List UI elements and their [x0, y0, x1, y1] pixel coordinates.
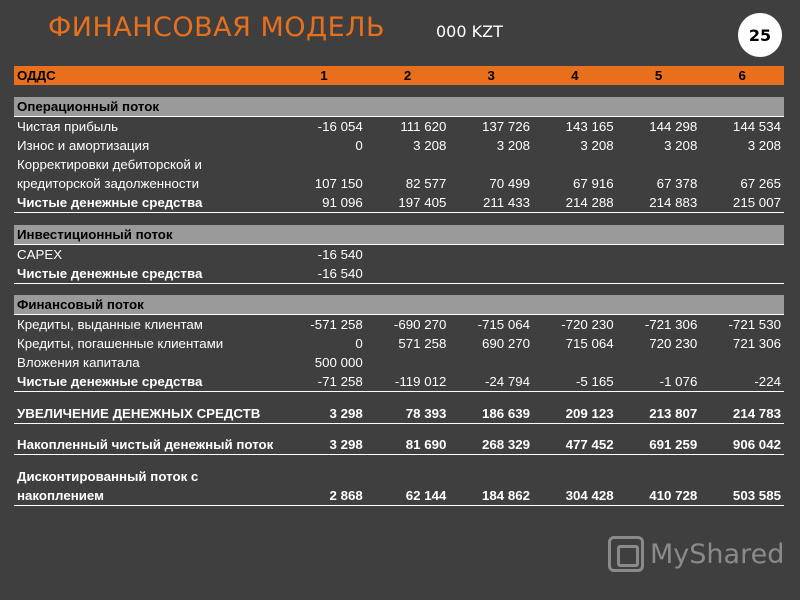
spacer-cell	[366, 423, 450, 435]
section-cell	[282, 225, 366, 245]
row-value: 3 208	[747, 138, 781, 153]
spacer-cell	[700, 213, 784, 225]
row-value: -1 076	[617, 372, 701, 392]
row-value: 304 428	[533, 467, 617, 506]
spacer-cell	[533, 85, 617, 97]
spacer-cell	[366, 85, 450, 97]
row-value: 571 258	[398, 336, 447, 351]
spacer-cell	[14, 213, 282, 225]
year-header: 5	[617, 66, 701, 85]
row-value: 81 690	[366, 435, 450, 455]
section-cell	[449, 295, 533, 315]
table-row	[14, 264, 784, 284]
row-label: Вложения капитала	[17, 355, 140, 370]
row-value: 3 208	[664, 138, 698, 153]
spacer-cell	[282, 283, 366, 295]
spacer-cell	[449, 392, 533, 404]
row-value: 67 265	[740, 176, 781, 191]
table-row	[14, 155, 784, 193]
row-value: 186 639	[449, 404, 533, 424]
year-header: 1	[282, 66, 366, 85]
row-value	[449, 264, 533, 284]
row-value: 3 298	[282, 404, 366, 424]
spacer-cell	[617, 213, 701, 225]
section-header-row	[14, 295, 784, 315]
spacer-cell	[14, 392, 282, 404]
row-label: Накопленный чистый денежный поток	[14, 435, 282, 455]
row-value: 715 064	[565, 336, 614, 351]
row-label: Износ и амортизация	[17, 138, 150, 153]
year-header: 4	[533, 66, 617, 85]
section-cell	[533, 295, 617, 315]
spacer-cell	[533, 423, 617, 435]
row-value: 477 452	[533, 435, 617, 455]
row-value: 214 288	[533, 193, 617, 213]
row-value	[533, 264, 617, 284]
row-value: 137 726	[481, 119, 531, 134]
spacer-cell	[14, 283, 282, 295]
units-label: 000 KZT	[436, 22, 503, 41]
row-value	[617, 264, 701, 284]
section-header-row	[14, 97, 784, 117]
row-value: 213 807	[617, 404, 701, 424]
row-value: 3 208	[580, 138, 614, 153]
section-cell	[700, 295, 784, 315]
row-value: -16 540	[282, 264, 366, 284]
row-label: Чистые денежные средства	[14, 264, 282, 284]
row-value: -16 054	[317, 119, 363, 134]
row-value: -24 794	[449, 372, 533, 392]
section-cell	[449, 97, 533, 117]
row-value: 0	[355, 336, 363, 351]
row-value: 268 329	[449, 435, 533, 455]
spacer-cell	[700, 423, 784, 435]
spacer-cell	[533, 283, 617, 295]
section-cell	[617, 295, 701, 315]
section-cell	[533, 225, 617, 245]
row-value: 410 728	[617, 467, 701, 506]
row-value: -721 306	[644, 317, 698, 332]
spacer-cell	[282, 392, 366, 404]
spacer-cell	[282, 213, 366, 225]
section-label: Финансовый поток	[14, 295, 282, 315]
row-value: 91 096	[282, 193, 366, 213]
page-title: ФИНАНСОВАЯ МОДЕЛЬ	[48, 12, 385, 43]
row-value: 78 393	[366, 404, 450, 424]
row-label: Кредиты, выданные клиентам	[17, 317, 203, 332]
row-value: 143 165	[565, 119, 614, 134]
row-value: 214 783	[700, 404, 784, 424]
row-value: 107 150	[314, 176, 363, 191]
row-value: 720 230	[649, 336, 698, 351]
table-row	[14, 193, 784, 213]
row-value: 0	[355, 138, 363, 153]
watermark-text: MyShared	[650, 538, 785, 570]
spacer-cell	[617, 423, 701, 435]
row-value: 3 298	[282, 435, 366, 455]
spacer-row	[14, 85, 784, 97]
row-value: 67 378	[656, 176, 698, 191]
spacer-row	[14, 455, 784, 467]
spacer-cell	[700, 85, 784, 97]
spacer-cell	[366, 283, 450, 295]
row-value: 906 042	[700, 435, 784, 455]
table-row	[14, 334, 784, 353]
spacer-cell	[533, 392, 617, 404]
row-value: 111 620	[400, 119, 447, 134]
spacer-cell	[282, 85, 366, 97]
row-value: 144 534	[732, 119, 781, 134]
row-value: 503 585	[700, 467, 784, 506]
row-label: УВЕЛИЧЕНИЕ ДЕНЕЖНЫХ СРЕДСТВ	[14, 404, 282, 424]
spacer-cell	[282, 423, 366, 435]
row-value	[700, 264, 784, 284]
row-label: Чистая прибыль	[17, 119, 119, 134]
row-value: 3 208	[496, 138, 531, 153]
section-cell	[282, 295, 366, 315]
row-value: -16 540	[317, 246, 363, 262]
section-cell	[617, 225, 701, 245]
row-value: -224	[700, 372, 784, 392]
table-row	[14, 353, 784, 372]
section-cell	[282, 97, 366, 117]
spacer-cell	[282, 455, 366, 467]
section-cell	[533, 97, 617, 117]
row-value: 214 883	[617, 193, 701, 213]
spacer-cell	[617, 392, 701, 404]
row-value: 144 298	[649, 119, 698, 134]
row-value: 215 007	[700, 193, 784, 213]
spacer-cell	[533, 213, 617, 225]
spacer-cell	[449, 423, 533, 435]
spacer-cell	[700, 283, 784, 295]
section-cell	[700, 225, 784, 245]
year-header: 2	[366, 66, 450, 85]
spacer-cell	[533, 455, 617, 467]
row-value: -690 270	[393, 317, 447, 332]
year-header: 6	[700, 66, 784, 85]
row-value	[449, 244, 533, 264]
row-value: -571 258	[310, 317, 363, 332]
row-label: Корректировки дебиторской и кредиторской задолженности	[17, 157, 202, 191]
row-label: Чистые денежные средства	[14, 193, 282, 213]
header-label: ОДДС	[14, 66, 282, 85]
spacer-cell	[14, 423, 282, 435]
row-value	[533, 244, 617, 264]
spacer-cell	[700, 455, 784, 467]
spacer-cell	[14, 85, 282, 97]
section-cell	[366, 97, 450, 117]
row-label: Кредиты, погашенные клиентами	[17, 336, 224, 351]
table-row	[14, 404, 784, 424]
spacer-cell	[617, 283, 701, 295]
row-value: -721 530	[728, 317, 781, 332]
spacer-row	[14, 423, 784, 435]
row-value: 721 306	[732, 336, 781, 351]
row-value	[617, 353, 701, 372]
section-label: Инвестиционный поток	[14, 225, 282, 245]
watermark-logo-icon	[608, 536, 644, 572]
row-value: 197 405	[366, 193, 450, 213]
row-value: 209 123	[533, 404, 617, 424]
spacer-cell	[366, 392, 450, 404]
row-value	[449, 353, 533, 372]
table-row	[14, 117, 784, 137]
row-value: 690 270	[481, 336, 531, 351]
row-value: 70 499	[489, 176, 531, 191]
row-value	[366, 244, 450, 264]
table-header-row	[14, 66, 784, 85]
table-row	[14, 467, 784, 506]
table-row	[14, 372, 784, 392]
row-value: 62 144	[366, 467, 450, 506]
spacer-cell	[617, 455, 701, 467]
table-row	[14, 136, 784, 155]
spacer-row	[14, 213, 784, 225]
row-label: Чистые денежные средства	[14, 372, 282, 392]
row-value: 500 000	[314, 355, 363, 370]
spacer-cell	[617, 85, 701, 97]
row-value	[700, 244, 784, 264]
row-value	[617, 244, 701, 264]
row-value: 691 259	[617, 435, 701, 455]
row-value: -5 165	[533, 372, 617, 392]
row-label: CAPEX	[17, 246, 63, 262]
spacer-cell	[449, 213, 533, 225]
row-value: -119 012	[366, 372, 450, 392]
year-header: 3	[449, 66, 533, 85]
table-row	[14, 435, 784, 455]
spacer-row	[14, 283, 784, 295]
row-value: 211 433	[449, 193, 533, 213]
section-label: Операционный поток	[14, 97, 282, 117]
section-cell	[366, 295, 450, 315]
section-cell	[700, 97, 784, 117]
spacer-cell	[14, 455, 282, 467]
row-value	[366, 264, 450, 284]
spacer-cell	[366, 213, 450, 225]
spacer-cell	[449, 85, 533, 97]
spacer-cell	[449, 455, 533, 467]
section-cell	[617, 97, 701, 117]
page-number-badge: 25	[738, 13, 782, 57]
spacer-cell	[366, 455, 450, 467]
section-cell	[449, 225, 533, 245]
watermark	[608, 536, 784, 572]
row-label: Дисконтированный поток с накоплением	[14, 467, 282, 506]
row-value: 2 868	[282, 467, 366, 506]
row-value: 184 862	[449, 467, 533, 506]
row-value: -715 064	[477, 317, 531, 332]
row-value: 3 208	[413, 138, 447, 153]
section-header-row	[14, 225, 784, 245]
table-row	[14, 244, 784, 264]
cash-flow-table	[14, 66, 784, 506]
spacer-cell	[700, 392, 784, 404]
row-value	[533, 353, 617, 372]
spacer-cell	[449, 283, 533, 295]
row-value	[700, 353, 784, 372]
spacer-row	[14, 392, 784, 404]
section-cell	[366, 225, 450, 245]
row-value	[366, 353, 450, 372]
table-row	[14, 315, 784, 335]
row-value: 67 916	[573, 176, 614, 191]
row-value: -720 230	[561, 317, 614, 332]
row-value: 82 577	[405, 176, 447, 191]
row-value: -71 258	[282, 372, 366, 392]
